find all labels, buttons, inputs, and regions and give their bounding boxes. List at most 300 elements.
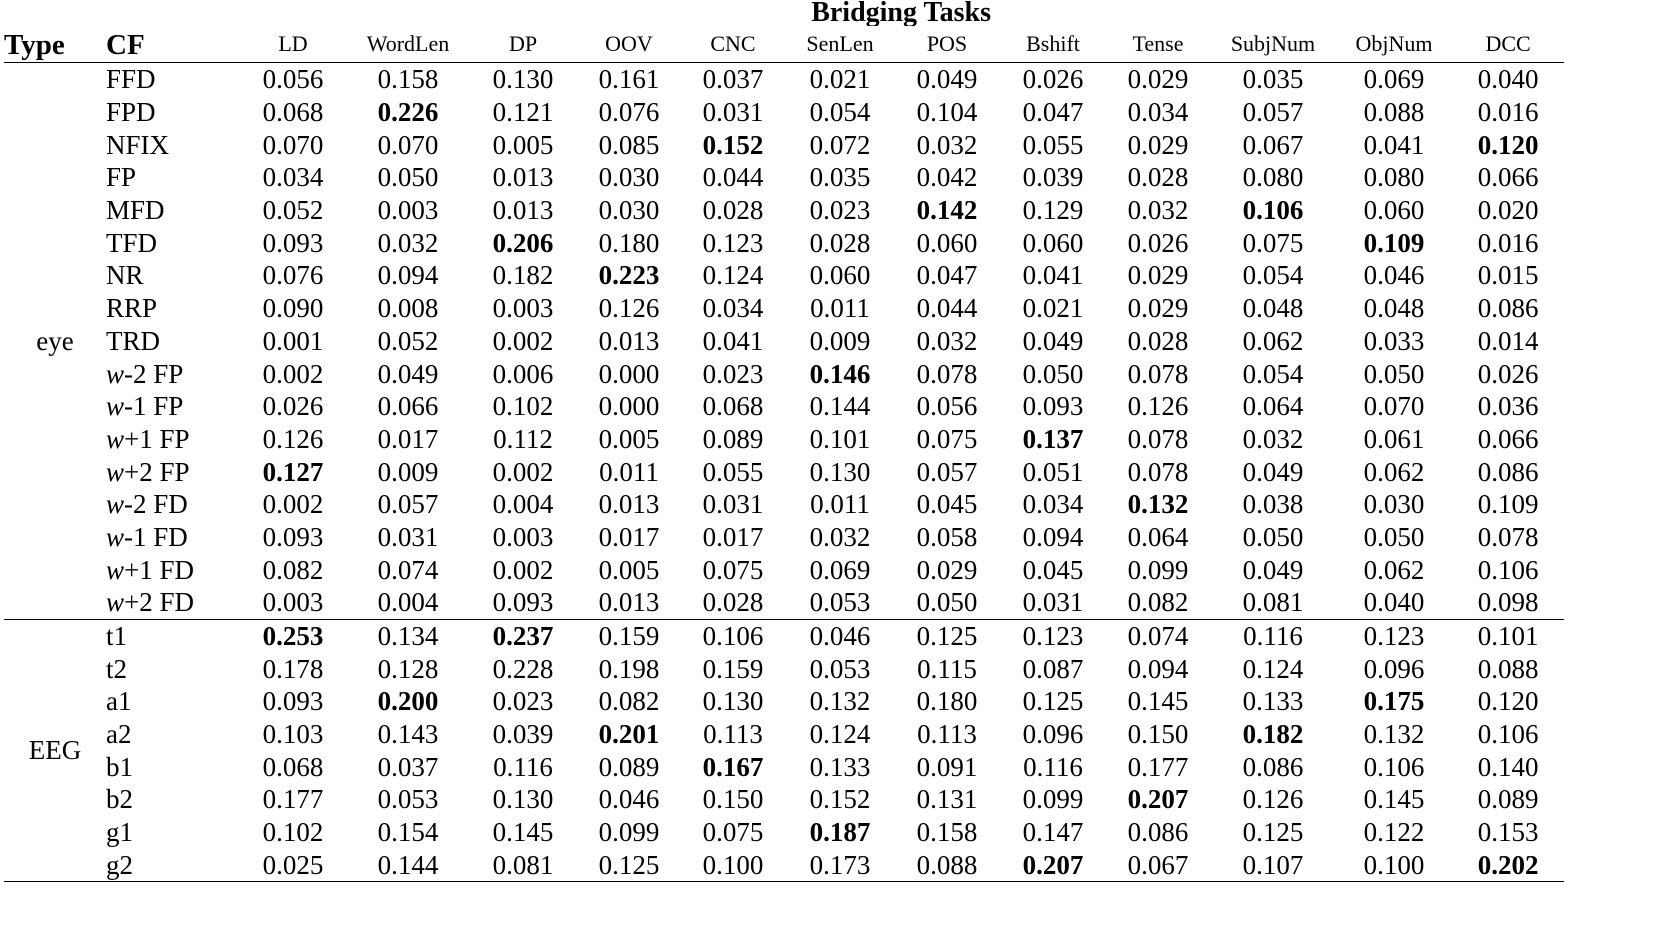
value-cell: 0.005 [598,554,660,585]
group-eye [4,63,1564,620]
task-header-tense: Tense [1132,31,1184,56]
table-row [4,685,1564,718]
value-cell: 0.158 [916,817,978,848]
value-cell: 0.177 [262,784,324,815]
value-cell: 0.062 [1242,325,1304,356]
value-cell: 0.180 [598,227,660,258]
value-cell: 0.046 [809,621,871,652]
value-cell: 0.125 [1022,686,1084,717]
value-cell: 0.038 [1242,489,1304,520]
value-cell: 0.052 [262,195,324,226]
table-row [4,259,1564,292]
cf-label: a2 [106,719,132,750]
value-cell: 0.028 [1127,162,1189,193]
value-cell: 0.140 [1477,751,1539,782]
value-cell: 0.115 [917,653,977,684]
value-cell: 0.055 [702,456,764,487]
value-cell: 0.016 [1477,227,1539,258]
value-cell: 0.004 [492,489,554,520]
value-cell: 0.099 [1127,554,1189,585]
value-cell: 0.126 [1242,784,1304,815]
value-cell: 0.086 [1127,817,1189,848]
value-cell: 0.049 [916,64,978,95]
value-cell: 0.013 [598,587,660,618]
cf-label: -2 FD [124,489,188,520]
cf-label: g2 [106,849,133,880]
value-cell: 0.029 [1127,129,1189,160]
table-row [4,292,1564,325]
value-cell: 0.207 [1022,849,1084,880]
value-cell: 0.032 [1242,423,1304,454]
value-cell: 0.094 [1127,653,1189,684]
cf-cell [106,783,238,816]
value-cell: 0.009 [809,325,871,356]
value-cell: 0.053 [809,653,871,684]
cf-label: -1 FD [124,521,188,552]
value-cell: 0.074 [1127,621,1189,652]
table-row [4,718,1564,751]
cf-cell [106,521,238,554]
value-cell: 0.028 [1127,325,1189,356]
value-cell: 0.089 [702,423,764,454]
cf-cell [106,390,238,423]
value-cell: 0.130 [492,64,554,95]
value-cell: 0.060 [1363,195,1425,226]
cf-label: NR [106,260,144,291]
value-cell: 0.112 [493,423,553,454]
value-cell: 0.030 [598,195,660,226]
value-cell: 0.131 [916,784,978,815]
cf-cell [106,128,238,161]
cf-word-symbol: w [106,358,125,389]
value-cell: 0.076 [598,97,660,128]
cf-label: +2 FD [124,587,195,618]
table-header [4,0,1564,63]
value-cell: 0.158 [377,64,439,95]
value-cell: 0.013 [492,162,554,193]
value-cell: 0.146 [809,358,871,389]
value-cell: 0.142 [916,195,978,226]
value-cell: 0.100 [702,849,764,880]
value-cell: 0.061 [1363,423,1425,454]
table-row [4,226,1564,259]
value-cell: 0.177 [1127,751,1189,782]
value-cell: 0.098 [1477,587,1539,618]
value-cell: 0.121 [492,97,554,128]
value-cell: 0.049 [377,358,439,389]
value-cell: 0.053 [377,784,439,815]
cf-word-symbol: w [106,391,125,422]
value-cell: 0.066 [1477,162,1539,193]
value-cell: 0.093 [262,227,324,258]
value-cell: 0.107 [1242,849,1304,880]
value-cell: 0.223 [598,260,660,291]
value-cell: 0.039 [492,719,554,750]
value-cell: 0.075 [916,423,978,454]
value-cell: 0.200 [377,686,439,717]
value-cell: 0.001 [262,325,324,356]
value-cell: 0.042 [916,162,978,193]
value-cell: 0.125 [1242,817,1304,848]
value-cell: 0.002 [492,554,554,585]
value-cell: 0.030 [598,162,660,193]
value-cell: 0.005 [598,423,660,454]
cf-label: TFD [106,227,158,258]
value-cell: 0.003 [262,587,324,618]
value-cell: 0.026 [1477,358,1539,389]
value-cell: 0.202 [1477,849,1539,880]
value-cell: 0.116 [1023,751,1083,782]
value-cell: 0.143 [377,719,439,750]
value-cell: 0.016 [1477,97,1539,128]
table-row [4,553,1564,586]
value-cell: 0.069 [809,554,871,585]
value-cell: 0.078 [1477,521,1539,552]
value-cell: 0.106 [1242,195,1304,226]
value-cell: 0.100 [1363,849,1425,880]
value-cell: 0.082 [598,686,660,717]
value-cell: 0.103 [262,719,324,750]
value-cell: 0.132 [1363,719,1425,750]
value-cell: 0.028 [702,587,764,618]
value-cell: 0.054 [1242,358,1304,389]
cf-cell [106,652,238,685]
value-cell: 0.048 [1363,293,1425,324]
value-cell: 0.050 [1022,358,1084,389]
table-row [4,783,1564,816]
value-cell: 0.075 [1242,227,1304,258]
value-cell: 0.005 [492,129,554,160]
value-cell: 0.060 [809,260,871,291]
value-cell: 0.034 [1022,489,1084,520]
value-cell: 0.041 [702,325,764,356]
cf-cell [106,259,238,292]
cf-cell [106,226,238,259]
value-cell: 0.032 [809,521,871,552]
value-cell: 0.180 [916,686,978,717]
value-cell: 0.069 [1363,64,1425,95]
value-cell: 0.106 [1477,554,1539,585]
table-row [4,849,1564,882]
value-cell: 0.132 [809,686,871,717]
value-cell: 0.237 [492,621,554,652]
value-cell: 0.002 [262,489,324,520]
cf-cell [106,161,238,194]
value-cell: 0.066 [377,391,439,422]
value-cell: 0.081 [1242,587,1304,618]
cf-label: b2 [106,784,133,815]
value-cell: 0.050 [377,162,439,193]
task-header-wordlen: WordLen [366,31,450,56]
value-cell: 0.000 [598,358,660,389]
table-row [4,161,1564,194]
cf-label: MFD [106,195,165,226]
cf-cell [106,63,238,96]
value-cell: 0.150 [702,784,764,815]
value-cell: 0.049 [1242,456,1304,487]
table-row [4,586,1564,619]
table-row [4,390,1564,423]
value-cell: 0.072 [809,129,871,160]
cf-cell [106,553,238,586]
value-cell: 0.009 [377,456,439,487]
value-cell: 0.099 [598,817,660,848]
value-cell: 0.096 [1363,653,1425,684]
value-cell: 0.032 [916,325,978,356]
value-cell: 0.153 [1477,817,1539,848]
cf-word-symbol: w [106,554,125,585]
value-cell: 0.085 [598,129,660,160]
value-cell: 0.068 [262,751,324,782]
value-cell: 0.021 [809,64,871,95]
value-cell: 0.124 [1242,653,1304,684]
value-cell: 0.154 [377,817,439,848]
value-cell: 0.126 [598,293,660,324]
value-cell: 0.099 [1022,784,1084,815]
value-cell: 0.068 [262,97,324,128]
value-cell: 0.113 [703,719,763,750]
value-cell: 0.060 [916,227,978,258]
value-cell: 0.046 [598,784,660,815]
value-cell: 0.014 [1477,325,1539,356]
value-cell: 0.029 [1127,64,1189,95]
value-cell: 0.049 [1022,325,1084,356]
value-cell: 0.253 [262,621,324,652]
value-cell: 0.078 [1127,423,1189,454]
value-cell: 0.053 [809,587,871,618]
value-cell: 0.102 [492,391,554,422]
cf-label: RRP [106,293,158,324]
value-cell: 0.080 [1363,162,1425,193]
value-cell: 0.147 [1022,817,1084,848]
cf-cell [106,325,238,358]
value-cell: 0.081 [492,849,554,880]
value-cell: 0.030 [1363,489,1425,520]
value-cell: 0.045 [916,489,978,520]
value-cell: 0.047 [916,260,978,291]
value-cell: 0.070 [1363,391,1425,422]
value-cell: 0.050 [916,587,978,618]
value-cell: 0.090 [262,293,324,324]
value-cell: 0.175 [1363,686,1425,717]
value-cell: 0.032 [377,227,439,258]
value-cell: 0.144 [377,849,439,880]
value-cell: 0.075 [702,554,764,585]
table-row [4,652,1564,685]
value-cell: 0.032 [916,129,978,160]
table-row [4,488,1564,521]
value-cell: 0.137 [1022,423,1084,454]
value-cell: 0.046 [1363,260,1425,291]
value-cell: 0.036 [1477,391,1539,422]
value-cell: 0.026 [1127,227,1189,258]
value-cell: 0.004 [377,587,439,618]
value-cell: 0.086 [1242,751,1304,782]
value-cell: 0.041 [1363,129,1425,160]
value-cell: 0.078 [916,358,978,389]
value-cell: 0.031 [377,521,439,552]
value-cell: 0.011 [599,456,659,487]
value-cell: 0.198 [598,653,660,684]
value-cell: 0.047 [1022,97,1084,128]
cf-label: -1 FP [124,391,184,422]
value-cell: 0.052 [377,325,439,356]
value-cell: 0.106 [1363,751,1425,782]
value-cell: 0.017 [702,521,764,552]
table-row [4,194,1564,227]
value-cell: 0.062 [1363,554,1425,585]
cf-label: a1 [106,686,132,717]
table-row [4,325,1564,358]
value-cell: 0.064 [1127,521,1189,552]
value-cell: 0.145 [1127,686,1189,717]
value-cell: 0.101 [809,423,871,454]
value-cell: 0.032 [1127,195,1189,226]
value-cell: 0.093 [262,521,324,552]
value-cell: 0.128 [377,653,439,684]
value-cell: 0.094 [377,260,439,291]
task-header-senlen: SenLen [806,31,874,56]
cf-cell [106,96,238,129]
value-cell: 0.037 [702,64,764,95]
cf-label: +2 FP [124,456,190,487]
cf-column-header: CF [106,29,145,61]
value-cell: 0.116 [493,751,553,782]
value-cell: 0.040 [1477,64,1539,95]
value-cell: 0.133 [1242,686,1304,717]
value-cell: 0.026 [262,391,324,422]
value-cell: 0.021 [1022,293,1084,324]
type-column-header: Type [4,29,65,61]
value-cell: 0.002 [492,456,554,487]
value-cell: 0.035 [809,162,871,193]
table-row [4,423,1564,456]
value-cell: 0.013 [492,195,554,226]
value-cell: 0.058 [916,521,978,552]
value-cell: 0.025 [262,849,324,880]
table-row [4,619,1564,652]
cf-label: FPD [106,97,156,128]
cf-label: NFIX [106,129,170,160]
cf-label: g1 [106,817,133,848]
table-row [4,128,1564,161]
value-cell: 0.094 [1022,521,1084,552]
table-row [4,521,1564,554]
value-cell: 0.178 [262,653,324,684]
bridging-tasks-header: Bridging Tasks [811,0,991,26]
value-cell: 0.150 [1127,719,1189,750]
task-header-bshift: Bshift [1026,31,1080,56]
value-cell: 0.104 [916,97,978,128]
value-cell: 0.088 [916,849,978,880]
value-cell: 0.057 [1242,97,1304,128]
cf-word-symbol: w [106,456,125,487]
value-cell: 0.226 [377,97,439,128]
cf-label: t1 [106,621,128,652]
cf-cell [106,357,238,390]
value-cell: 0.020 [1477,195,1539,226]
value-cell: 0.123 [1363,621,1425,652]
value-cell: 0.056 [916,391,978,422]
value-cell: 0.086 [1477,456,1539,487]
value-cell: 0.159 [702,653,764,684]
task-header-objnum: ObjNum [1355,31,1433,56]
value-cell: 0.125 [916,621,978,652]
cf-cell [106,849,238,882]
value-cell: 0.039 [1022,162,1084,193]
value-cell: 0.093 [262,686,324,717]
value-cell: 0.182 [1242,719,1304,750]
value-cell: 0.113 [917,719,977,750]
value-cell: 0.045 [1022,554,1084,585]
value-cell: 0.034 [702,293,764,324]
value-cell: 0.123 [702,227,764,258]
value-cell: 0.013 [598,325,660,356]
value-cell: 0.075 [702,817,764,848]
value-cell: 0.029 [916,554,978,585]
task-header-oov: OOV [605,31,653,56]
value-cell: 0.106 [702,621,764,652]
value-cell: 0.078 [1127,456,1189,487]
value-cell: 0.033 [1363,325,1425,356]
value-cell: 0.145 [492,817,554,848]
value-cell: 0.013 [598,489,660,520]
cf-word-symbol: w [106,423,125,454]
value-cell: 0.096 [1022,719,1084,750]
task-header-subjnum: SubjNum [1230,31,1316,56]
value-cell: 0.093 [492,587,554,618]
cf-cell [106,194,238,227]
cf-cell [106,423,238,456]
cf-cell [106,586,238,619]
cf-cell [106,816,238,849]
value-cell: 0.064 [1242,391,1304,422]
value-cell: 0.126 [262,423,324,454]
type-cell: eye [36,325,74,356]
task-header-ld: LD [278,31,308,56]
value-cell: 0.082 [262,554,324,585]
value-cell: 0.101 [1477,621,1539,652]
value-cell: 0.068 [702,391,764,422]
cf-word-symbol: w [106,521,125,552]
value-cell: 0.044 [916,293,978,324]
value-cell: 0.088 [1363,97,1425,128]
value-cell: 0.023 [492,686,554,717]
value-cell: 0.116 [1243,621,1303,652]
value-cell: 0.228 [492,653,554,684]
value-cell: 0.031 [702,489,764,520]
value-cell: 0.008 [377,293,439,324]
value-cell: 0.041 [1022,260,1084,291]
value-cell: 0.035 [1242,64,1304,95]
value-cell: 0.144 [809,391,871,422]
value-cell: 0.159 [598,621,660,652]
value-cell: 0.182 [492,260,554,291]
table-row [4,63,1564,96]
value-cell: 0.120 [1477,129,1539,160]
value-cell: 0.152 [702,129,764,160]
value-cell: 0.066 [1477,423,1539,454]
results-table [4,0,1564,882]
value-cell: 0.206 [492,227,554,258]
value-cell: 0.070 [377,129,439,160]
value-cell: 0.034 [262,162,324,193]
value-cell: 0.057 [377,489,439,520]
cf-label: -2 FP [124,358,184,389]
task-header-dp: DP [508,31,538,56]
cf-cell [106,292,238,325]
table-row [4,96,1564,129]
